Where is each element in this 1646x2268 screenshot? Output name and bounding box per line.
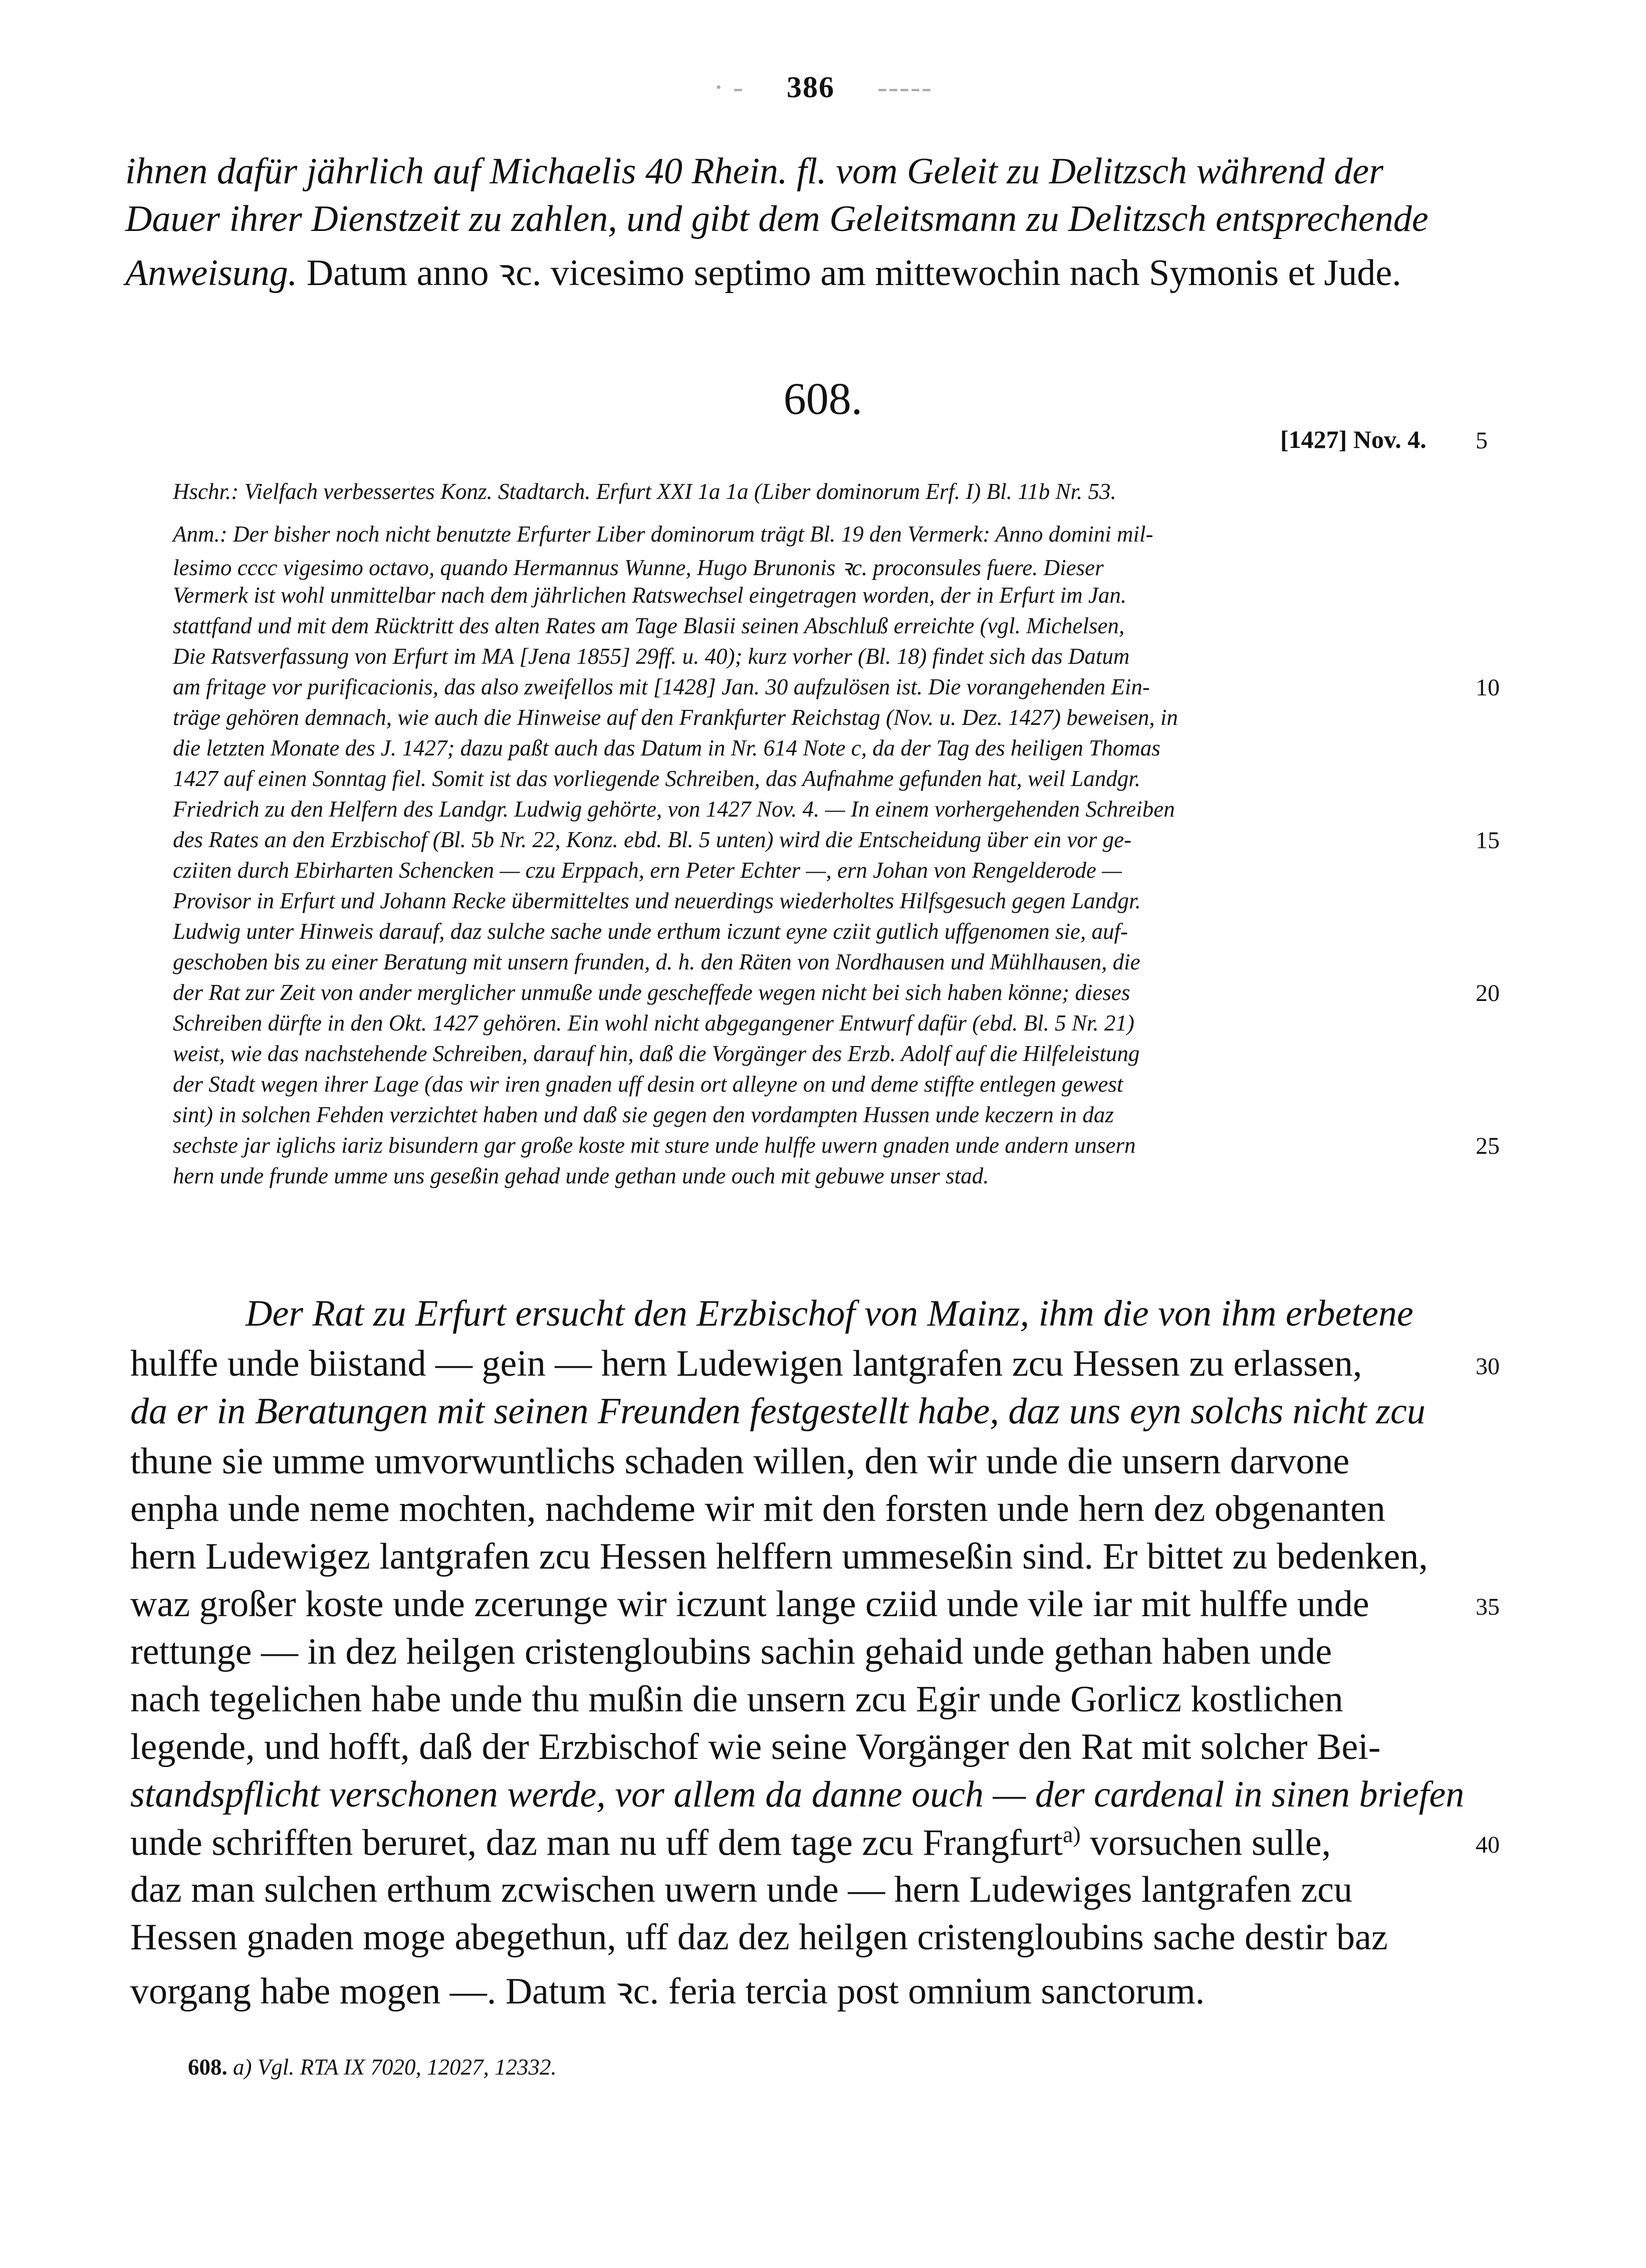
annotation-line: die letzten Monate des J. 1427; dazu paßt auch das Datum in Nr. 614 Note c, da der Tag des heiligen Thomas [173, 735, 1160, 761]
annotation-line: des Rates an den Erzbischof (Bl. 5b Nr. 22, Konz. ebd. Bl. 5 unten) wird die Entscheidung über ein vor ge- [173, 827, 1132, 852]
document-number: 608. [783, 374, 863, 424]
annotation-line: Ludwig unter Hinweis darauf, daz sulche sache unde erthum iczunt eyne cziit gutlich uffgenomen sie, auf- [173, 919, 1128, 944]
main-line: Der Rat zu Erfurt ersucht den Erzbischof von Mainz, ihm die von ihm erbetene [246, 1293, 1414, 1334]
page-number: 386 [787, 71, 835, 104]
main-line: da er in Beratungen mit seinen Freunden festgestellt habe, daz uns eyn solchs nicht zcu [130, 1391, 1426, 1432]
page-header [0, 70, 1646, 105]
main-line: enpha unde neme mochten, nachdeme wir mit den forsten unde hern dez obgenanten [130, 1488, 1385, 1530]
header-dash-right: ----- [877, 71, 932, 104]
margin-line-number: 15 [1476, 827, 1500, 854]
annotation-line: sint) in solchen Fehden verzichtet haben und daß sie gegen den vordampten Hussen unde keczern in daz [173, 1102, 1114, 1127]
annotation-line: hern unde frunde umme uns geseßin gehad unde gethan unde ouch mit gebuwe unser stad. [173, 1163, 989, 1188]
main-line: hern Ludewigez lantgrafen zcu Hessen helffern ummeseßin sind. Er bittet zu bedenken, [130, 1536, 1428, 1577]
annotation-line: stattfand und mit dem Rücktritt des alten Rates am Tage Blasii seinen Abschluß erreichte (vgl. Michelsen, [173, 613, 1125, 638]
footnote-label: 608. [188, 2055, 227, 2080]
footnote-marker: a) [1062, 1822, 1081, 1847]
manuscript-note: Hschr.: Vielfach verbessertes Konz. Stadtarch. Erfurt XXI 1a 1a (Liber dominorum Erf. I) Bl. 11b Nr. 53. [173, 479, 1116, 504]
margin-line-number: 30 [1476, 1353, 1500, 1380]
main-line: Hessen gnaden moge abegethun, uff daz dez heilgen cristengloubins sache destir baz [130, 1917, 1388, 1958]
margin-line-number: 35 [1476, 1594, 1500, 1620]
margin-line-number: 40 [1476, 1832, 1500, 1858]
footnote-text: a) Vgl. RTA IX 7020, 12027, 12332. [233, 2055, 557, 2080]
annotation-line: träge gehören demnach, wie auch die Hinweise auf den Frankfurter Reichstag (Nov. u. Dez. 1427) beweisen, in [173, 705, 1178, 730]
annotation-line: 1427 auf einen Sonntag fiel. Somit ist das vorliegende Schreiben, das Aufnahme gefunden hat, weil Landgr. [173, 766, 1141, 791]
main-line: daz man sulchen erthum zcwischen uwern unde — hern Ludewiges lantgrafen zcu [130, 1869, 1353, 1910]
annotation-line: weist, wie das nachstehende Schreiben, darauf hin, daß die Vorgänger des Erzb. Adolf auf die Hilfeleistung [173, 1041, 1140, 1066]
main-line: waz großer koste unde zcerunge wir iczunt lange cziid unde vile iar mit hulffe unde [130, 1584, 1369, 1625]
main-line: rettunge — in dez heilgen cristengloubins sachin gehaid unde gethan haben unde [130, 1631, 1332, 1672]
annotation-line: Anm.: Der bisher noch nicht benutzte Erfurter Liber dominorum trägt Bl. 19 den Vermerk: Anno domini mil- [173, 522, 1153, 547]
header-dash-left: · - [714, 71, 745, 104]
annotation-line: Vermerk ist wohl unmittelbar nach dem jährlichen Ratswechsel eingetragen worden, der in Erfurt im Jan. [173, 583, 1127, 608]
main-line-text: unde schrifften beruret, daz man nu uff dem tage zcu Frangfurt [130, 1822, 1063, 1864]
annotation-line: der Rat zur Zeit von ander merglicher unmuße unde gescheffede wegen nicht bei sich haben könne; dieses [173, 980, 1130, 1005]
margin-line-number: 10 [1476, 674, 1500, 701]
annotation-line: der Stadt wegen ihrer Lage (das wir iren gnaden uff desin ort alleyne on und deme stiffte entlegen gewest [173, 1072, 1123, 1097]
intro-line-roman: Datum anno ꝛc. vicesimo septimo am mittewochin nach Symonis et Jude. [306, 253, 1401, 294]
intro-line: Dauer ihrer Dienstzeit zu zahlen, und gibt dem Geleitsmann zu Delitzsch entsprechende [125, 198, 1429, 239]
annotation-line: Friedrich zu den Helfern des Landgr. Ludwig gehörte, von 1427 Nov. 4. — In einem vorhergehenden Schreiben [173, 797, 1175, 822]
main-line: thune sie umme umvorwuntlichs schaden willen, den wir unde die unsern darvone [130, 1441, 1350, 1482]
main-line: nach tegelichen habe unde thu mußin die unsern zcu Egir unde Gorlicz kostlichen [130, 1679, 1343, 1720]
intro-line-italic: Anweisung. [125, 253, 298, 294]
annotation-line: Provisor in Erfurt und Johann Recke übermitteltes und neuerdings wiederholtes Hilfsgesuch gegen Landgr. [173, 888, 1141, 913]
margin-line-number: 25 [1476, 1133, 1500, 1159]
intro-line: ihnen dafür jährlich auf Michaelis 40 Rhein. fl. vom Geleit zu Delitzsch während der [125, 151, 1383, 192]
main-line: legende, und hofft, daß der Erzbischof wie seine Vorgänger den Rat mit solcher Bei- [130, 1726, 1381, 1768]
main-line [130, 1821, 1331, 1865]
margin-line-number: 5 [1476, 427, 1488, 454]
annotation-line: cziiten durch Ebirharten Schencken — czu Erppach, ern Peter Echter —, ern Johan von Rengelderode — [173, 858, 1122, 883]
main-line-text: vorsuchen sulle, [1080, 1822, 1331, 1864]
annotation-line: Schreiben dürfte in den Okt. 1427 gehören. Ein wohl nicht abgegangener Entwurf dafür (ebd. Bl. 5 Nr. 21) [173, 1011, 1134, 1036]
intro-line [125, 245, 1401, 296]
main-line: hulffe unde biistand — gein — hern Ludewigen lantgrafen zcu Hessen zu erlassen, [130, 1343, 1362, 1384]
annotation-line: lesimo cccc vigesimo octavo, quando Hermannus Wunne, Hugo Brunonis ꝛc. proconsules fuere. Dieser [173, 555, 1104, 580]
annotation-line: sechste jar iglichs iariz bisundern gar große koste mit sture unde hulffe uwern gnaden unde andern unsern [173, 1133, 1136, 1158]
main-line: vorgang habe mogen —. Datum ꝛc. feria tercia post omnium sanctorum. [130, 1971, 1205, 2012]
footnote [188, 2054, 557, 2080]
annotation-line: am fritage vor purificacionis, das also zweifellos mit [1428] Jan. 30 aufzulösen ist. Die vorangehenden Ein- [173, 674, 1150, 699]
annotation-line: Die Ratsverfassung von Erfurt im MA [Jena 1855] 29ff. u. 40); kurz vorher (Bl. 18) findet sich das Datum [173, 644, 1130, 669]
annotation-line: geschoben bis zu einer Beratung mit unsern frunden, d. h. den Räten von Nordhausen und Mühlhausen, die [173, 949, 1140, 974]
margin-line-number: 20 [1476, 980, 1500, 1006]
main-line: standspflicht verschonen werde, vor allem da danne ouch — der cardenal in sinen briefen [130, 1774, 1465, 1815]
document-date: [1427] Nov. 4. [1280, 425, 1427, 453]
